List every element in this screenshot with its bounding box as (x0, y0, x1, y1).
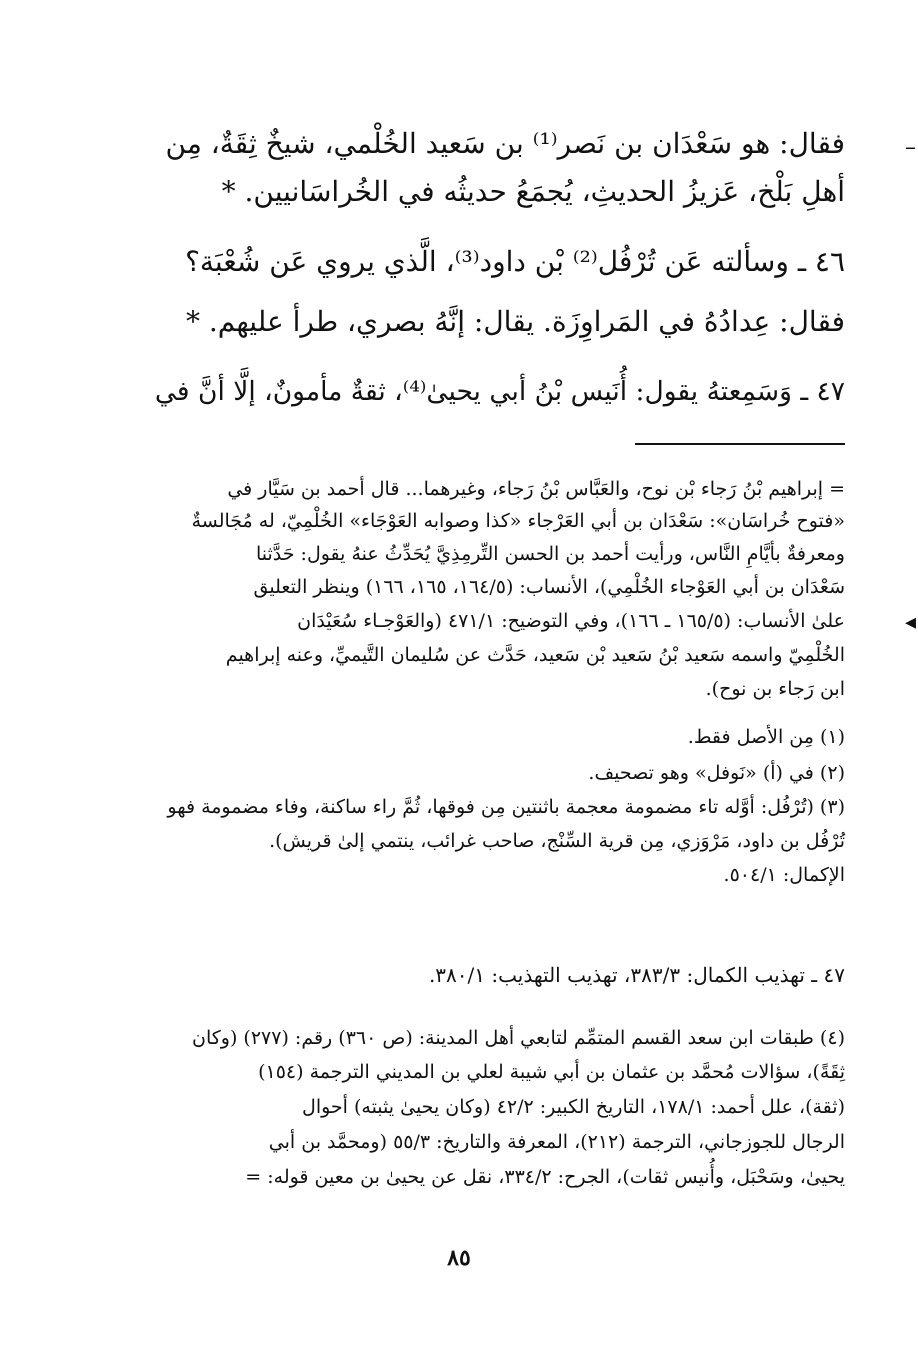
footnote-4: (٤) طبقات ابن سعد القسم المتمِّم لتابعي أهل المدينة: (ص ٣٦٠) رقم: (٢٧٧) (وكان (192, 1027, 845, 1049)
footnote-4-line: الرجال للجوزجاني، الترجمة (٢١٢)، المعرفة والتاريخ: ٥٥/٣ (ومحمَّد بن أبي (268, 1131, 845, 1153)
footnote-line: سَعْدَان بن أبي العَوْجاء الخُلْمِي)، الأنساب: (١٦٤/٥، ١٦٥، ١٦٦) وينظر التعليق (253, 576, 845, 598)
footnote-line: علىٰ الأنساب: (١٦٥/٥ ـ ١٦٦)، وفي التوضيح: ٤٧١/١ (والعَوْجـاء سُعَيْدَان (297, 610, 845, 632)
footnote-separator (635, 443, 845, 445)
footnote-4-line: يحيىٰ، وسَحْبَل، وأُنيس ثقات)، الجرح: ٣٣٤/٢، نقل عن يحيىٰ بن معين قوله: = (245, 1166, 845, 1188)
footnote-3-ref: الإكمال: ٥٠٤/١. (723, 864, 845, 886)
page-number: ٨٥ (447, 1245, 471, 1271)
footnote-2: (٢) في (أ) «نَوفل» وهو تصحيف. (588, 762, 845, 784)
footnote-4-line: ثِقَةً)، سؤالات مُحمَّد بن عثمان بن أبي شيبة لعلي بن المديني الترجمة (١٥٤) (258, 1061, 845, 1083)
main-text-line-4: فقال: عِدادُهُ في المَراوِزَة. يقال: إنَّهُ بصري، طرأ عليهم. * (185, 305, 845, 338)
footnote-line: = إبراهيم بْنُ رَجاء بْن نوح، والعَبَّاس بْنُ رَجاء، وغيرهما... قال أحمد بن سَيَّار في (227, 478, 845, 500)
main-text-line-3: ٤٦ ـ وسألته عَن تُرْفُل⁽²⁾ بْن داود⁽³⁾، الَّذي يروي عَن شُعْبَة؟ (185, 245, 845, 278)
footnote-line: ومعرفةٌ بأيَّامِ النَّاس، ورأيت أحمد بن الحسن التِّرمِذِيَّ يُحَدِّثُ عنهُ يقول: حَدَّثنا (255, 543, 845, 565)
footnote-4-line: (ثقة)، علل أحمد: ١٧٨/١، التاريخ الكبير: ٤٢/٢ (وكان يحيىٰ يثبته) أحوال (302, 1096, 845, 1118)
footnote-3: (٣) (تُرْفُل: أوَّله تاء مضمومة معجمة باثنتين مِن فوقها، ثُمَّ راء ساكنة، وفاء مضمومة فهو (167, 796, 845, 818)
main-text-line-2: أهلِ بَلْخ، عَزيزُ الحديثِ، يُجمَعُ حديثُه في الخُراسَانيين. * (221, 175, 845, 208)
footnote-1: (١) مِن الأصل فقط. (687, 726, 845, 748)
footnote-line: ابن رَجاء بن نوح). (705, 678, 845, 700)
margin-dash-mark: – (905, 135, 916, 160)
footnote-line: الخُلْمِيّ واسمه سَعيد بْنُ سَعيد بْن سَعيد، حَدَّث عن سُليمان التَّيميِّ، وعنه إبراهيم (225, 644, 845, 666)
main-text-line-5: ٤٧ ـ وَسَمِعتهُ يقول: أُنَيس بْنُ أبي يحيىٰ⁽⁴⁾، ثقةٌ مأمونٌ، إلَّا أنَّ في (154, 376, 845, 407)
margin-arrow-mark: ◂ (905, 610, 917, 635)
main-text-line-1: فقال: هو سَعْدَان بن نَصر⁽¹⁾ بن سَعيد الخُلْمي، شيخٌ ثِقَةٌ، مِن (165, 127, 845, 160)
footnote-entry-47: ٤٧ ـ تهذيب الكمال: ٣٨٣/٣، تهذيب التهذيب: ٣٨٠/١. (428, 963, 845, 987)
footnote-3-cont: تُرْفُل بن داود، مَرْوَزي، مِن قرية السِّنْج، صاحب غرائب، ينتمي إلىٰ قريش). (269, 830, 845, 852)
footnote-line: «فتوح خُراسَان»: سَعْدَان بن أبي العَرْجاء «كذا وصوابه العَوْجَاء» الخُلْمِيّ، له مُجَالسةٌ (191, 510, 845, 532)
